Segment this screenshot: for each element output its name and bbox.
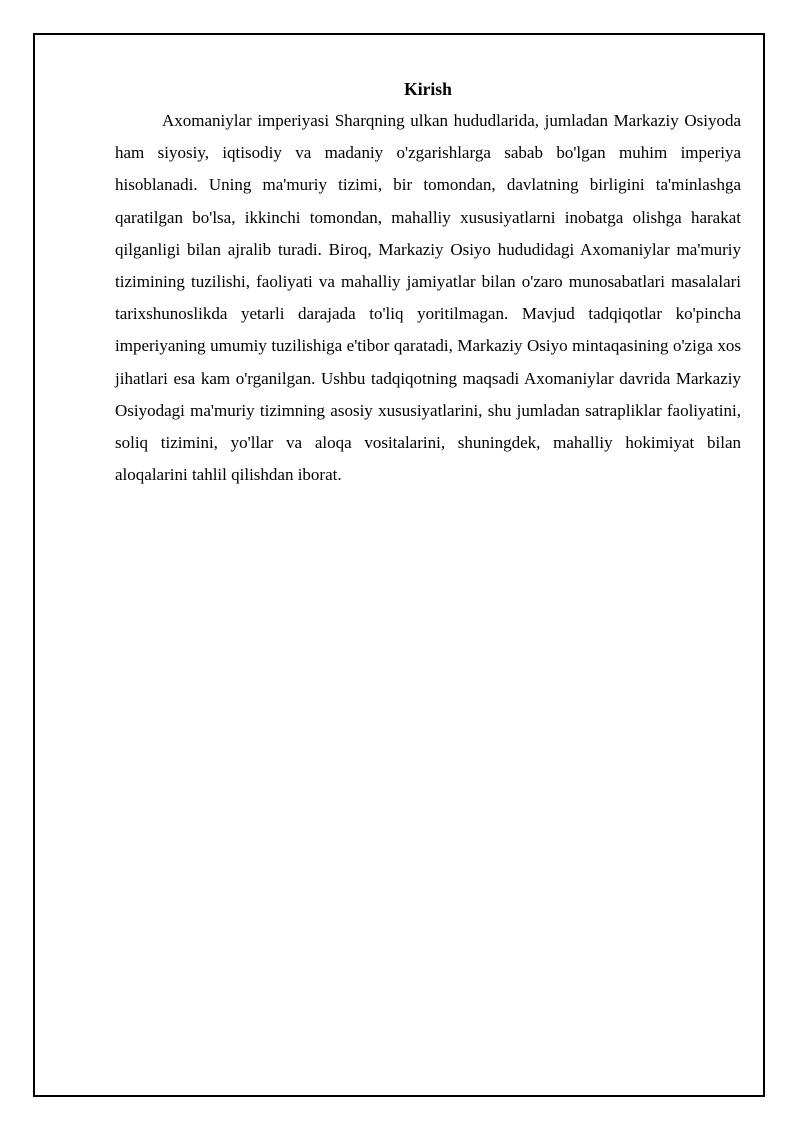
intro-paragraph: Axomaniylar imperiyasi Sharqning ulkan hududlarida, jumladan Markaziy Osiyoda ham siyosiy, iqtisodiy va madaniy o'zgarishlarga sabab bo'lgan muhim imperiya hisoblanadi. Uning ma'muriy tizimi, bir tomondan, davlatning birligini ta'minlashga qaratilgan bo'lsa, ikkinchi tomondan, mahalliy xususiyatlarni inobatga olishga harakat qilganligi bilan ajralib turadi. Biroq, Markaziy Osiyo hududidagi Axomaniylar ma'muriy tizimining tuzilishi, faoliyati va mahalliy jamiyatlar bilan o'zaro munosabatlari masalalari tarixshunoslikda yetarli darajada to'liq yoritilmagan. Mavjud tadqiqotlar ko'pincha imperiyaning umumiy tuzilishiga e'tibor qaratadi, Markaziy Osiyo mintaqasining o'ziga xos jihatlari esa kam o'rganilgan. Ushbu tadqiqotning maqsadi Axomaniylar davrida Markaziy Osiyodagi ma'muriy tizimning asosiy xususiyatlarini, shu jumladan satrapliklar faoliyatini, soliq tizimini, yo'llar va aloqa vositalarini, shuningdek, mahalliy hokimiyat bilan aloqalarini tahlil qilishdan iborat. — [115, 111, 741, 485]
document-title: Kirish — [404, 79, 452, 99]
document-content — [115, 73, 741, 491]
